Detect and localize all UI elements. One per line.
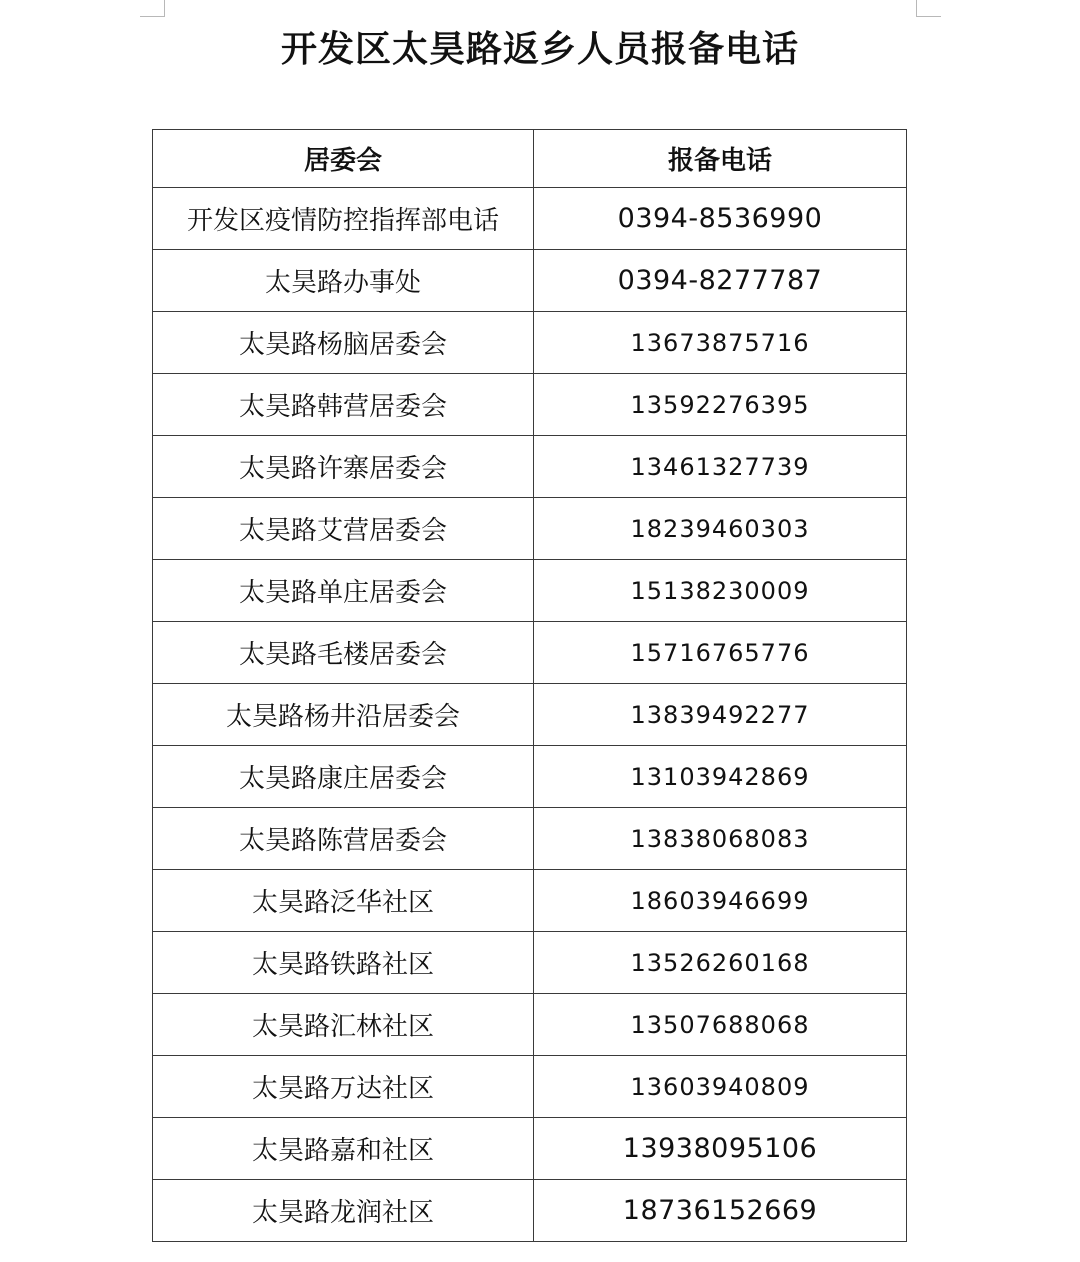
- committee-name: 太昊路泛华社区: [153, 870, 534, 932]
- committee-name: 开发区疫情防控指挥部电话: [153, 188, 534, 250]
- table-row: [153, 312, 907, 374]
- table-row: [153, 250, 907, 312]
- phone-number: 13839492277: [534, 684, 907, 746]
- crop-mark-top-left: [140, 0, 165, 17]
- committee-name: 太昊路办事处: [153, 250, 534, 312]
- committee-name: 太昊路杨脑居委会: [153, 312, 534, 374]
- table-row: [153, 808, 907, 870]
- committee-name: 太昊路毛楼居委会: [153, 622, 534, 684]
- table-row: [153, 436, 907, 498]
- phone-number: 18603946699: [534, 870, 907, 932]
- column-header-committee: 居委会: [153, 130, 534, 188]
- table-row: [153, 1056, 907, 1118]
- contact-table: [152, 129, 907, 1242]
- table-row: [153, 498, 907, 560]
- committee-name: 太昊路杨井沿居委会: [153, 684, 534, 746]
- table-row: [153, 994, 907, 1056]
- committee-name: 太昊路汇林社区: [153, 994, 534, 1056]
- column-header-phone: 报备电话: [534, 130, 907, 188]
- phone-number: 13526260168: [534, 932, 907, 994]
- table-row: [153, 188, 907, 250]
- table-row: [153, 684, 907, 746]
- table-row: [153, 1180, 907, 1242]
- committee-name: 太昊路康庄居委会: [153, 746, 534, 808]
- phone-number: 18736152669: [534, 1180, 907, 1242]
- phone-number: 0394-8277787: [534, 250, 907, 312]
- table-row: [153, 870, 907, 932]
- committee-name: 太昊路韩营居委会: [153, 374, 534, 436]
- committee-name: 太昊路许寨居委会: [153, 436, 534, 498]
- phone-number: 15138230009: [534, 560, 907, 622]
- committee-name: 太昊路嘉和社区: [153, 1118, 534, 1180]
- table-row: [153, 374, 907, 436]
- table-row: [153, 1118, 907, 1180]
- phone-number: 13603940809: [534, 1056, 907, 1118]
- phone-number: 13673875716: [534, 312, 907, 374]
- crop-mark-top-right: [916, 0, 941, 17]
- phone-number: 13507688068: [534, 994, 907, 1056]
- table-row: [153, 932, 907, 994]
- table-header-row: [153, 130, 907, 188]
- committee-name: 太昊路万达社区: [153, 1056, 534, 1118]
- committee-name: 太昊路陈营居委会: [153, 808, 534, 870]
- committee-name: 太昊路铁路社区: [153, 932, 534, 994]
- phone-number: 15716765776: [534, 622, 907, 684]
- page-title: 开发区太昊路返乡人员报备电话: [280, 29, 799, 70]
- phone-number: 13838068083: [534, 808, 907, 870]
- phone-number: 0394-8536990: [534, 188, 907, 250]
- committee-name: 太昊路龙润社区: [153, 1180, 534, 1242]
- table-row: [153, 560, 907, 622]
- phone-number: 13938095106: [534, 1118, 907, 1180]
- phone-number: 18239460303: [534, 498, 907, 560]
- committee-name: 太昊路艾营居委会: [153, 498, 534, 560]
- phone-number: 13103942869: [534, 746, 907, 808]
- phone-number: 13461327739: [534, 436, 907, 498]
- table-row: [153, 746, 907, 808]
- table-row: [153, 622, 907, 684]
- phone-number: 13592276395: [534, 374, 907, 436]
- committee-name: 太昊路单庄居委会: [153, 560, 534, 622]
